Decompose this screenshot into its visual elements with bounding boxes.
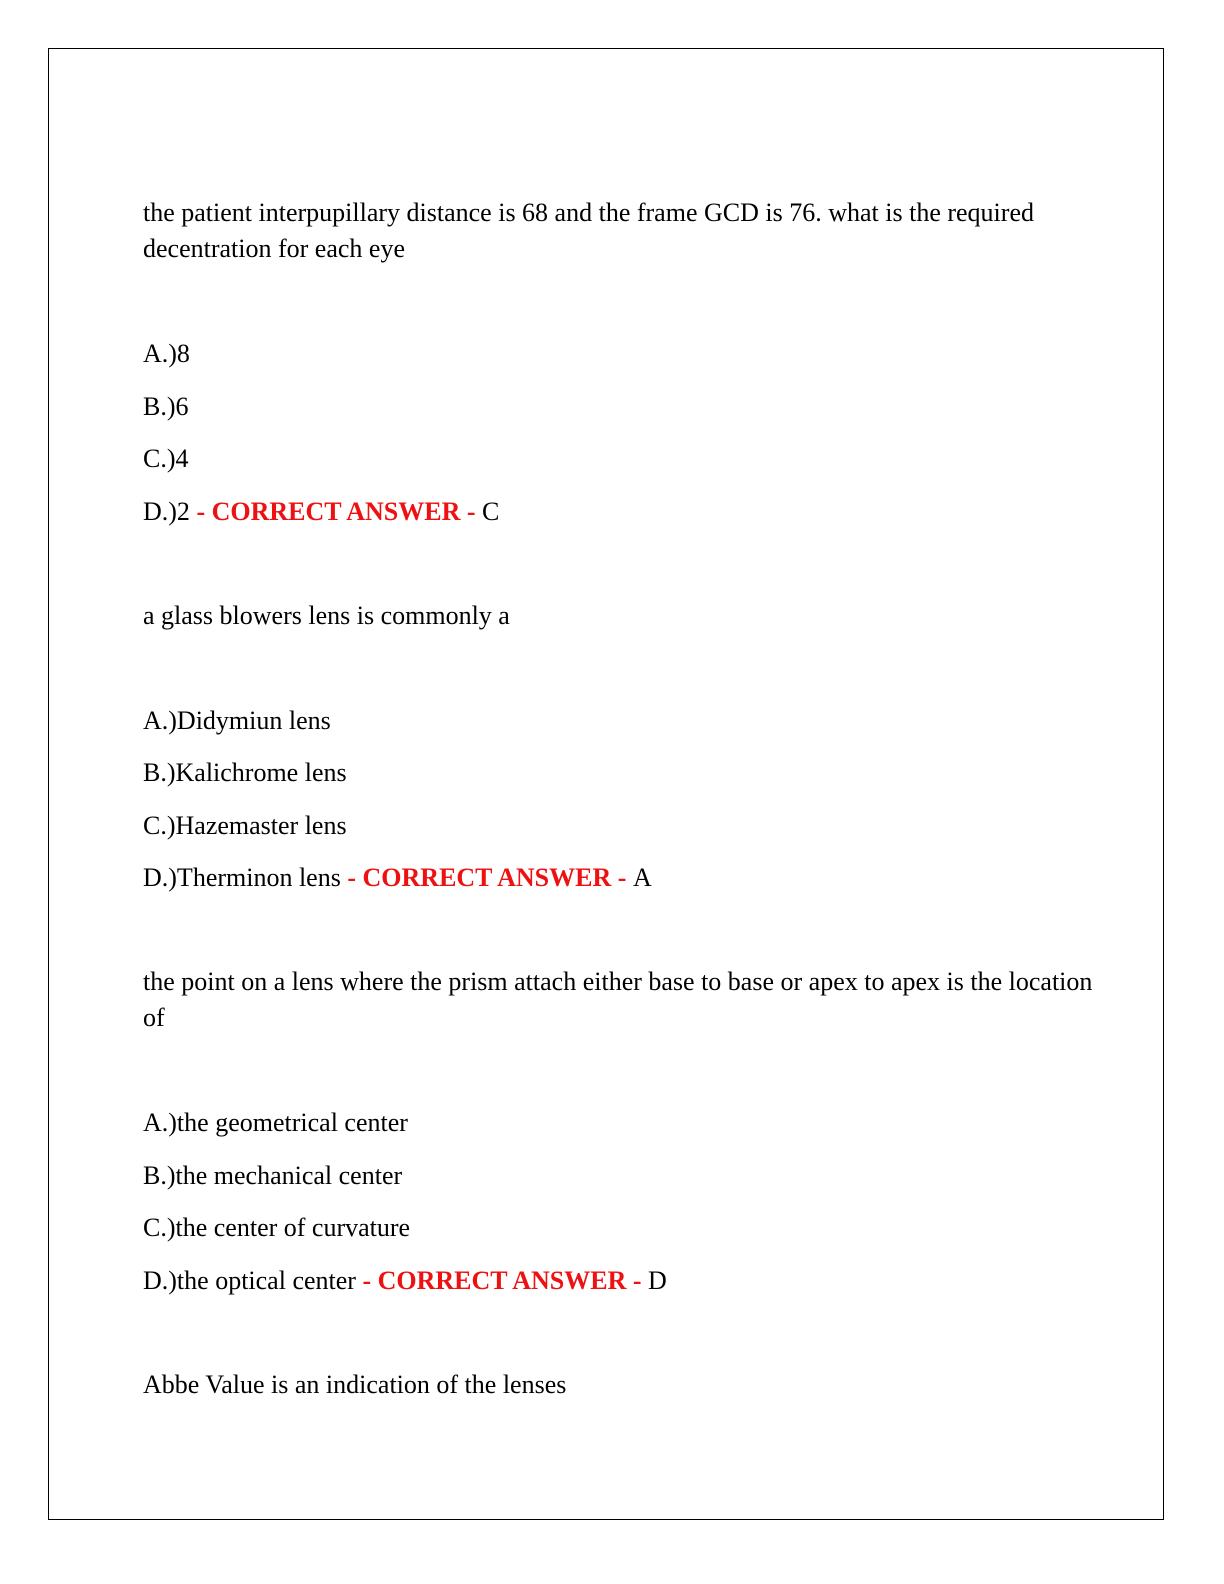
- question-text: Abbe Value is an indication of the lenses: [143, 1369, 567, 1399]
- answer-separator: -: [355, 1265, 378, 1295]
- option-a: A.)8: [143, 339, 190, 368]
- answer-separator: -: [460, 496, 483, 526]
- correct-answer-value: C: [482, 496, 500, 526]
- option-c: C.)4: [143, 444, 189, 473]
- correct-answer-value: D: [648, 1265, 667, 1295]
- option-d: [143, 1263, 1103, 1299]
- correct-answer-label: CORRECT ANSWER: [211, 496, 461, 526]
- answer-options: [143, 1105, 1103, 1299]
- correct-answer-value: A: [632, 863, 652, 892]
- option-c: C.)Hazemaster lens: [143, 810, 347, 840]
- option-b: B.)the mechanical center: [143, 1160, 403, 1190]
- option-d-text: D.)Therminon lens: [143, 863, 341, 892]
- answer-separator: -: [189, 496, 212, 526]
- question-text: the patient interpupillary distance is 68 and the frame GCD is 76. what is the required decentration for each eye: [143, 198, 1034, 263]
- option-d: [143, 494, 1103, 530]
- correct-answer-label: CORRECT ANSWER: [377, 1265, 627, 1295]
- option-b: B.)Kalichrome lens: [143, 758, 347, 787]
- correct-answer-label: CORRECT ANSWER: [362, 863, 612, 892]
- option-d-text: D.)the optical center: [143, 1265, 356, 1295]
- answer-separator: -: [611, 863, 633, 892]
- document-content: [143, 195, 1103, 1471]
- question-block-4: [143, 1367, 1103, 1403]
- question-block-1: [143, 195, 1103, 530]
- answer-separator: -: [340, 863, 363, 892]
- option-d: [143, 860, 1103, 896]
- option-b: B.)6: [143, 391, 189, 421]
- option-a: A.)the geometrical center: [143, 1108, 408, 1137]
- option-d-text: D.)2: [143, 496, 190, 526]
- answer-separator: -: [626, 1265, 649, 1295]
- question-block-2: [143, 598, 1103, 897]
- option-a: A.)Didymiun lens: [143, 705, 331, 735]
- answer-options: [143, 703, 1103, 897]
- question-text: a glass blowers lens is commonly a: [143, 600, 510, 630]
- answer-options: [143, 336, 1103, 530]
- question-text: the point on a lens where the prism attach either base to base or apex to apex is the location of: [143, 967, 1093, 1032]
- option-c: C.)the center of curvature: [143, 1213, 411, 1242]
- question-block-3: [143, 964, 1103, 1299]
